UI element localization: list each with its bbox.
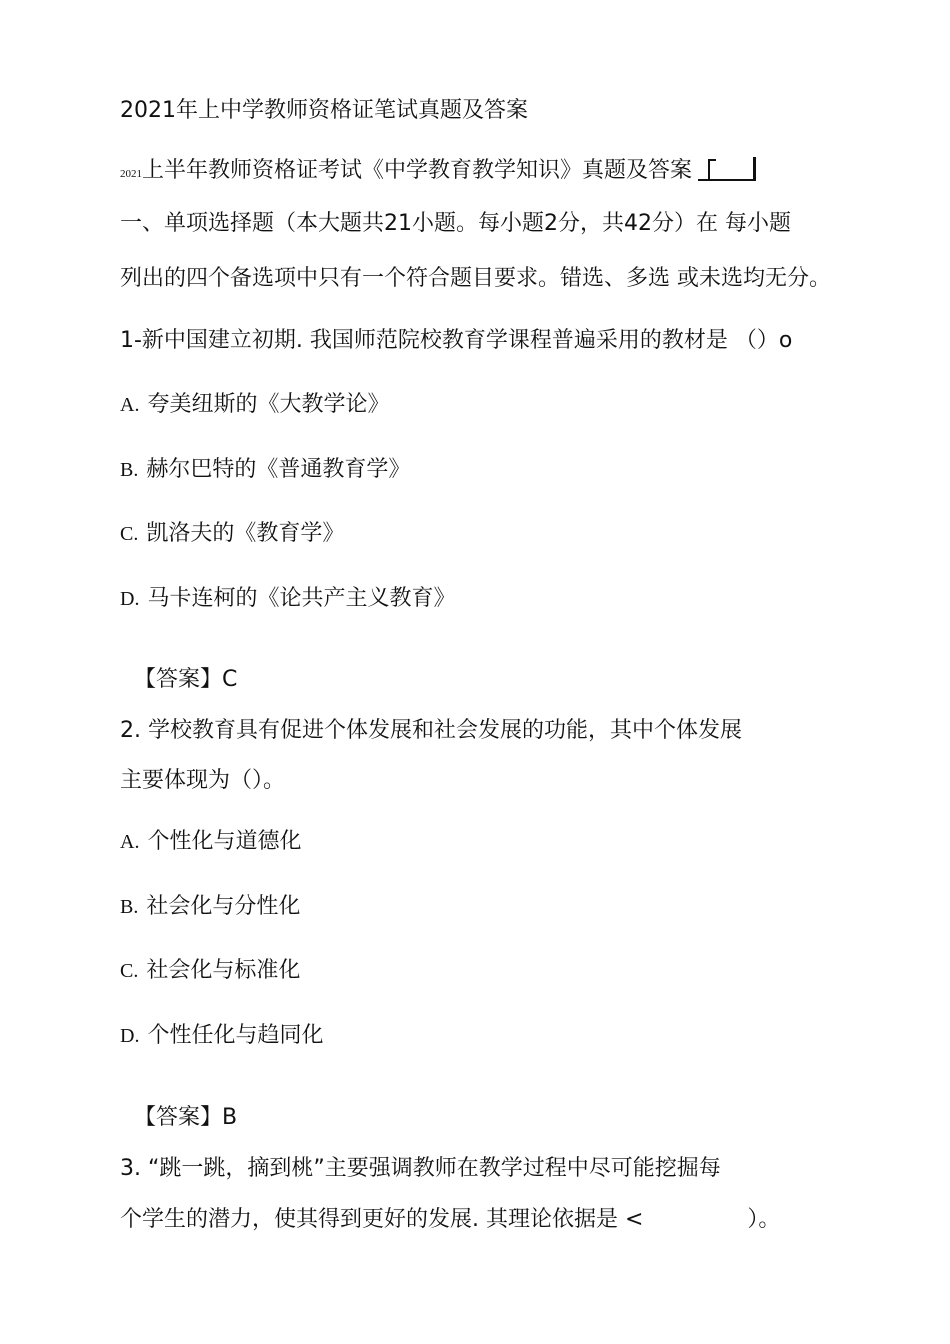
question-1-option-b: [120, 455, 410, 485]
question-3-stem-text: 个学生的潜力，使其得到更好的发展. 其理论依据是 <: [120, 1207, 644, 1232]
question-2-answer: 【答案】B: [134, 1105, 238, 1130]
question-1-option-c: [120, 519, 344, 549]
document-title: 2021年上中学教师资格证笔试真题及答案: [120, 98, 528, 123]
option-label: B.: [120, 459, 139, 481]
option-text: 夸美纽斯的《大教学论》: [147, 392, 390, 417]
question-1-answer: 【答案】C: [134, 667, 238, 692]
option-label: C.: [120, 960, 139, 982]
question-1-stem: 1-新中国建立初期. 我国师范院校教育学课程普遍采用的教材是 （）o: [120, 328, 793, 353]
document-subtitle: [120, 156, 756, 189]
bracket-mark: [698, 157, 756, 181]
option-text: 赫尔巴特的《普通教育学》: [146, 457, 411, 482]
question-2-option-b: [120, 892, 300, 922]
question-2-option-a: [120, 827, 301, 857]
section-heading-line2: 列出的四个备选项中只有一个符合题目要求。错选、多选 或未选均无分。: [120, 266, 831, 291]
option-text: 个性任化与趋同化: [147, 1023, 324, 1048]
question-2-stem-line1: 2. 学校教育具有促进个体发展和社会发展的功能，其中个体发展: [120, 718, 742, 743]
subtitle-year: 2021: [120, 168, 142, 180]
question-2-stem-line2: 主要体现为（）。: [120, 768, 286, 793]
question-3-stem-line2: [120, 1205, 780, 1235]
option-label: A.: [120, 831, 140, 853]
option-label: C.: [120, 523, 139, 545]
option-label: D.: [120, 588, 140, 610]
option-label: A.: [120, 394, 140, 416]
option-label: D.: [120, 1025, 140, 1047]
question-3-stem-line1: 3. “跳一跳，摘到桃”主要强调教师在教学过程中尽可能挖掘每: [120, 1156, 721, 1181]
question-3-stem-end: ）。: [747, 1207, 781, 1232]
option-text: 社会化与标准化: [146, 958, 301, 983]
question-1-option-d: [120, 584, 455, 614]
question-2-option-d: [120, 1021, 323, 1051]
section-heading-line1: 一、单项选择题（本大题共21小题。每小题2分，共42分）在 每小题: [120, 211, 791, 236]
subtitle-text: 上半年教师资格证考试《中学教育教学知识》真题及答案: [142, 158, 693, 183]
option-text: 凯洛夫的《教育学》: [146, 521, 345, 546]
option-text: 马卡连柯的《论共产主义教育》: [147, 586, 456, 611]
question-2-option-c: [120, 956, 300, 986]
option-text: 个性化与道德化: [147, 829, 302, 854]
question-1-option-a: [120, 390, 389, 420]
option-label: B.: [120, 896, 139, 918]
option-text: 社会化与分性化: [146, 894, 301, 919]
